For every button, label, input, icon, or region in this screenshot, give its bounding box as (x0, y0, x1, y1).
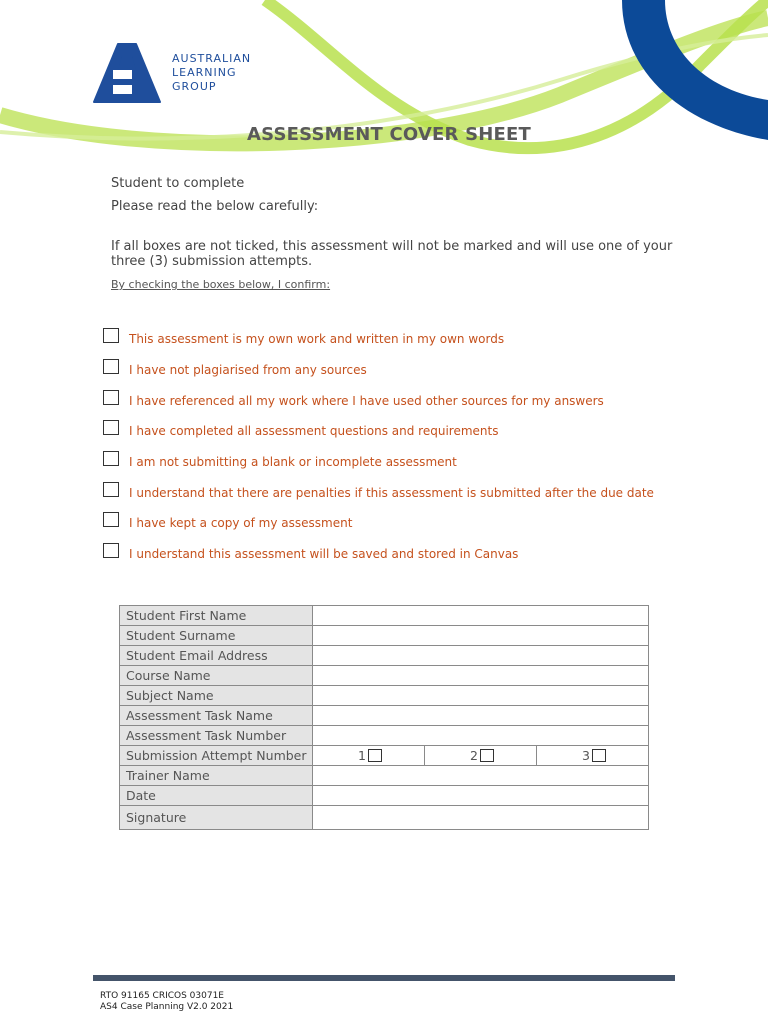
table-row (120, 666, 649, 686)
check-item-canvas[interactable] (103, 543, 703, 563)
field-label-email: Student Email Address (120, 646, 313, 666)
task-number-input[interactable] (313, 726, 649, 746)
table-row (120, 786, 649, 806)
field-label-subject: Subject Name (120, 686, 313, 706)
student-to-complete-text: Student to complete (111, 176, 245, 191)
checkbox[interactable] (103, 359, 119, 374)
check-item-own-work[interactable] (103, 328, 703, 348)
checkbox[interactable] (103, 328, 119, 343)
logo-line-2: LEARNING (172, 66, 237, 79)
check-label: I have completed all assessment questions and requirements (129, 424, 499, 438)
field-label-task-name: Assessment Task Name (120, 706, 313, 726)
email-input[interactable] (313, 646, 649, 666)
table-row (120, 626, 649, 646)
check-label: I have referenced all my work where I have used other sources for my answers (129, 394, 604, 408)
footer-rto: RTO 91165 CRICOS 03071E (100, 991, 224, 1001)
table-row (120, 806, 649, 830)
course-input[interactable] (313, 666, 649, 686)
attempt-2-checkbox[interactable] (480, 749, 494, 762)
check-item-penalties[interactable] (103, 482, 703, 502)
subject-input[interactable] (313, 686, 649, 706)
table-row (120, 686, 649, 706)
table-row (120, 726, 649, 746)
checkbox[interactable] (103, 482, 119, 497)
field-label-surname: Student Surname (120, 626, 313, 646)
check-item-not-blank[interactable] (103, 451, 703, 471)
trainer-input[interactable] (313, 766, 649, 786)
checkbox[interactable] (103, 512, 119, 527)
attempt-2-label: 2 (470, 748, 478, 763)
field-label-first-name: Student First Name (120, 606, 313, 626)
checkbox[interactable] (103, 543, 119, 558)
check-label: I understand this assessment will be saved and stored in Canvas (129, 547, 519, 561)
check-label: I have kept a copy of my assessment (129, 516, 353, 530)
check-item-completed[interactable] (103, 420, 703, 440)
field-label-signature: Signature (120, 806, 313, 830)
footer-doc-id: AS4 Case Planning V2.0 2021 (100, 1002, 234, 1012)
table-row (120, 746, 649, 766)
checkbox[interactable] (103, 390, 119, 405)
attempt-1-cell[interactable] (313, 746, 425, 766)
table-row (120, 606, 649, 626)
footer-divider (93, 975, 675, 981)
attempt-3-label: 3 (582, 748, 590, 763)
table-row (120, 706, 649, 726)
attempt-3-cell[interactable] (537, 746, 649, 766)
field-label-task-number: Assessment Task Number (120, 726, 313, 746)
date-input[interactable] (313, 786, 649, 806)
attempt-1-checkbox[interactable] (368, 749, 382, 762)
attempt-2-cell[interactable] (425, 746, 537, 766)
footer (100, 991, 233, 1013)
confirm-text: By checking the boxes below, I confirm: (111, 278, 331, 291)
field-label-attempt: Submission Attempt Number (120, 746, 313, 766)
checkbox[interactable] (103, 451, 119, 466)
alg-logo-icon (92, 42, 162, 104)
logo-line-3: GROUP (172, 80, 217, 93)
student-details-table (119, 605, 649, 830)
field-label-trainer: Trainer Name (120, 766, 313, 786)
check-label: This assessment is my own work and written in my own words (129, 332, 505, 346)
field-label-course: Course Name (120, 666, 313, 686)
task-name-input[interactable] (313, 706, 649, 726)
read-carefully-text: Please read the below carefully: (111, 199, 319, 214)
warning-text: If all boxes are not ticked, this assessment will not be marked and will use one of your three (3) submission attempts. (111, 239, 673, 269)
check-item-referenced[interactable] (103, 390, 703, 410)
checkbox[interactable] (103, 420, 119, 435)
check-label: I am not submitting a blank or incomplete assessment (129, 455, 457, 469)
logo-line-1: AUSTRALIAN (172, 52, 252, 65)
table-row (120, 646, 649, 666)
check-label: I have not plagiarised from any sources (129, 363, 367, 377)
attempt-1-label: 1 (358, 748, 366, 763)
field-label-date: Date (120, 786, 313, 806)
page-title: ASSESSMENT COVER SHEET (247, 124, 531, 145)
check-label: I understand that there are penalties if this assessment is submitted after the due date (129, 486, 654, 500)
logo-wordmark (172, 52, 251, 94)
signature-input[interactable] (313, 806, 649, 830)
check-item-kept-copy[interactable] (103, 512, 703, 532)
check-item-no-plagiarism[interactable] (103, 359, 703, 379)
surname-input[interactable] (313, 626, 649, 646)
table-row (120, 766, 649, 786)
first-name-input[interactable] (313, 606, 649, 626)
attempt-3-checkbox[interactable] (592, 749, 606, 762)
